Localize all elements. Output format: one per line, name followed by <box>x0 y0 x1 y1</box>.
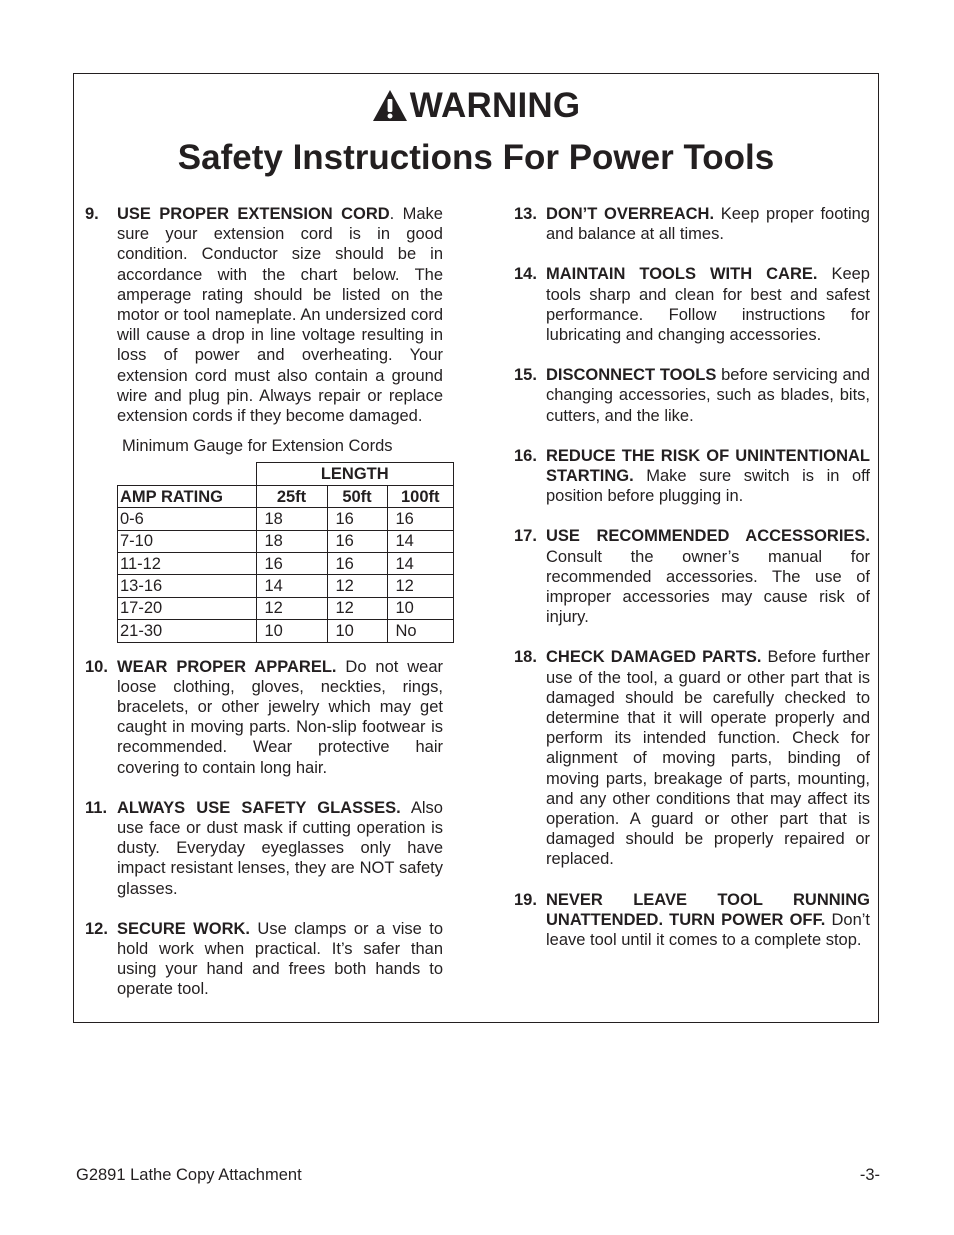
table-cell: 21-30 <box>118 620 257 642</box>
footer-doc-name: G2891 Lathe Copy Attachment <box>76 1166 302 1184</box>
item-body: Also use face or dust mask if cutting operation is dusty. Everyday eyeglasses only have impact resistant lenses, they are NOT safety glasses. <box>117 798 443 898</box>
item-number: 10. <box>85 657 108 676</box>
item-body: Consult the owner’s manual for recommended accessories. The use of improper accessories may cause risk of injury. <box>546 547 870 627</box>
warning-triangle-icon <box>372 89 408 122</box>
title-block <box>74 84 878 184</box>
item-heading: USE RECOMMENDED ACCESSORIES. <box>546 527 870 546</box>
list-item <box>514 446 870 507</box>
list-item <box>85 798 443 899</box>
item-heading: MAINTAIN TOOLS WITH CARE. <box>546 265 818 284</box>
table-cell: 12 <box>256 597 327 619</box>
warning-heading <box>74 84 878 128</box>
item-body: Don’t leave tool until it comes to a complete stop. <box>546 910 870 950</box>
item-body: Keep tools sharp and clean for best and safest performance. Follow instructions for lubricating and changing accessories. <box>546 265 870 345</box>
item-heading: USE PROPER EXTENSION CORD <box>117 205 390 223</box>
item-body: Make sure switch is in off position before plugging in. <box>546 467 870 506</box>
gauge-table <box>117 462 454 642</box>
table-empty-corner <box>118 463 257 485</box>
list-item <box>85 204 443 426</box>
item-number: 19. <box>514 890 537 909</box>
item-body: Keep proper footing and balance at all times. <box>546 205 870 244</box>
table-cell: 16 <box>387 508 454 530</box>
table-cell: 18 <box>256 530 327 552</box>
length-header: 25ft <box>256 485 327 507</box>
table-cell: 11-12 <box>118 553 257 575</box>
item-number: 16. <box>514 446 537 465</box>
item-number: 14. <box>514 265 537 284</box>
table-cell: 12 <box>327 575 387 597</box>
table-header-row <box>118 463 454 485</box>
list-item <box>514 264 870 345</box>
table-row <box>118 508 454 530</box>
table-cell: 10 <box>256 620 327 642</box>
item-body: . Make sure your extension cord is in good condition. Conductor size should be in accordance with the chart below. The amperage rating should be listed on the motor or tool nameplate. An undersized cord will cause a drop in line voltage resulting in loss of power and overheating. Your extension cord must also contain a ground wire and plug pin. Always repair or replace extension cords if they become damaged. <box>117 205 443 426</box>
item-heading: SECURE WORK. <box>117 919 250 938</box>
table-cell: 12 <box>327 597 387 619</box>
table-cell: 13-16 <box>118 575 257 597</box>
list-item <box>514 890 870 951</box>
table-caption: Minimum Gauge for Extension Cords <box>122 437 393 456</box>
left-column <box>85 204 443 1020</box>
table-cell: No <box>387 620 454 642</box>
table-cell: 14 <box>256 575 327 597</box>
item-body: Use clamps or a vise to hold work when practical. It’s safer than using your hand and frees both hands to operate tool. <box>117 919 444 999</box>
item-heading: CHECK DAMAGED PARTS. <box>546 648 762 667</box>
item-number: 15. <box>514 366 537 385</box>
item-number: 11. <box>85 798 108 817</box>
right-column <box>514 204 870 970</box>
table-cell: 17-20 <box>118 597 257 619</box>
item-body: before servicing and changing accessories, such as blades, bits, cutters, and the like. <box>546 366 870 425</box>
length-group-header: LENGTH <box>256 463 454 485</box>
table-row <box>118 553 454 575</box>
length-header: 50ft <box>327 485 387 507</box>
list-item <box>514 526 870 627</box>
item-body: Before further use of the tool, a guard or other part that is damaged should be carefully checked to determine that it will operate properly and perform its intended function. Check for alignment of moving parts, binding of moving parts, breakage of parts, mounting, and any other conditions that may affect its operation. A guard or other part that is damaged should be properly repaired or replaced. <box>546 648 870 869</box>
list-item <box>514 204 870 244</box>
item-body: Do not wear loose clothing, gloves, neckties, rings, bracelets, or other jewelry which may get caught in moving parts. Non-slip footwear is recommended. Wear protective hair covering to contain long hair. <box>117 657 444 777</box>
table-row <box>118 620 454 642</box>
length-header: 100ft <box>387 485 454 507</box>
item-heading: NEVER LEAVE TOOL RUNNING UNATTENDED. TURN POWER OFF. <box>546 890 870 929</box>
table-cell: 14 <box>387 530 454 552</box>
item-heading: REDUCE THE RISK OF UNINTENTIONAL STARTING. <box>546 446 870 486</box>
table-cell: 18 <box>256 508 327 530</box>
table-cell: 16 <box>327 553 387 575</box>
list-item <box>514 365 870 426</box>
table-row <box>118 597 454 619</box>
table-cell: 7-10 <box>118 530 257 552</box>
table-cell: 12 <box>387 575 454 597</box>
item-number: 18. <box>514 648 537 667</box>
amp-rating-header: AMP RATING <box>118 485 257 507</box>
table-cell: 16 <box>327 530 387 552</box>
table-cell: 16 <box>256 553 327 575</box>
table-row <box>118 530 454 552</box>
list-item <box>514 647 870 869</box>
table-row <box>118 575 454 597</box>
list-item <box>85 919 443 1000</box>
item-number: 13. <box>514 205 537 223</box>
item-number: 17. <box>514 527 537 546</box>
table-cell: 10 <box>327 620 387 642</box>
warning-word: WARNING <box>409 86 581 125</box>
warning-box <box>73 73 879 1023</box>
item-heading: WEAR PROPER APPAREL. <box>117 657 337 676</box>
item-number: 9. <box>85 205 99 223</box>
table-cell: 14 <box>387 553 454 575</box>
table-cell: 10 <box>387 597 454 619</box>
table-header-row <box>118 485 454 507</box>
item-heading: DON’T OVERREACH. <box>546 205 715 223</box>
item-heading: DISCONNECT TOOLS <box>546 366 717 385</box>
table-cell: 16 <box>327 508 387 530</box>
item-heading: ALWAYS USE SAFETY GLASSES. <box>117 798 401 817</box>
item-number: 12. <box>85 919 108 938</box>
table-cell: 0-6 <box>118 508 257 530</box>
list-item <box>85 657 443 778</box>
footer-page-number: -3- <box>859 1166 880 1184</box>
page-title: Safety Instructions For Power Tools <box>177 138 775 177</box>
